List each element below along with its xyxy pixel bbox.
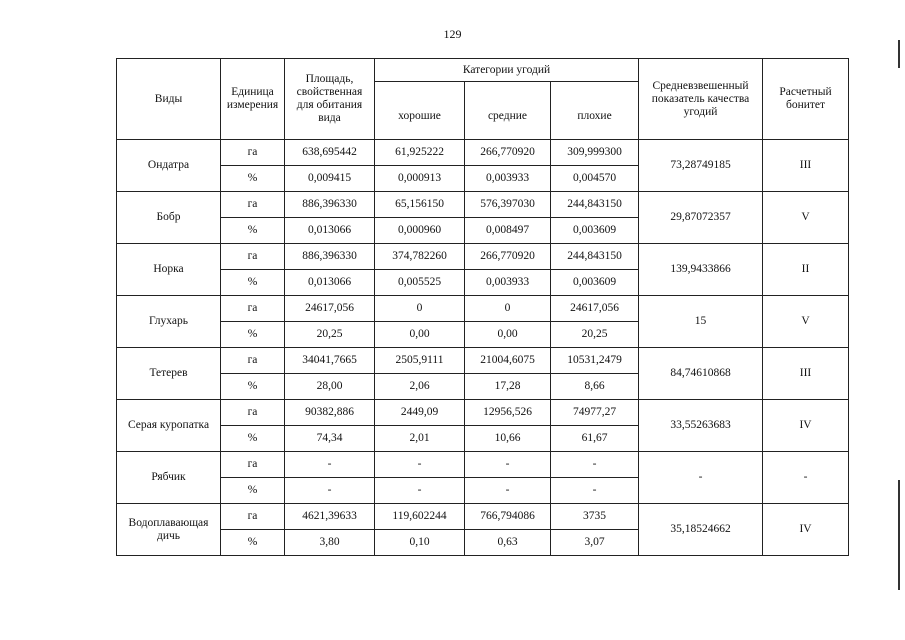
- header-categories: Категории угодий: [375, 59, 639, 82]
- good-cell: 2449,09: [375, 400, 465, 426]
- header-unit: Единица измерения: [221, 59, 285, 140]
- species-name: Серая куропатка: [117, 400, 221, 452]
- medium-cell: 10,66: [465, 426, 551, 452]
- area-cell: 74,34: [285, 426, 375, 452]
- area-cell: -: [285, 452, 375, 478]
- poor-cell: 0,003609: [551, 218, 639, 244]
- bonitet-cell: II: [763, 244, 849, 296]
- poor-cell: 8,66: [551, 374, 639, 400]
- unit-cell: га: [221, 192, 285, 218]
- species-name: Рябчик: [117, 452, 221, 504]
- medium-cell: 266,770920: [465, 140, 551, 166]
- unit-cell: %: [221, 218, 285, 244]
- good-cell: 0,005525: [375, 270, 465, 296]
- header-quality: Средневзвешенный показатель качества угодий: [639, 59, 763, 140]
- poor-cell: 0,004570: [551, 166, 639, 192]
- poor-cell: -: [551, 478, 639, 504]
- quality-cell: -: [639, 452, 763, 504]
- scan-edge-mark: [898, 40, 900, 68]
- poor-cell: 244,843150: [551, 244, 639, 270]
- area-cell: 0,013066: [285, 270, 375, 296]
- unit-cell: %: [221, 530, 285, 556]
- medium-cell: 0,63: [465, 530, 551, 556]
- good-cell: 65,156150: [375, 192, 465, 218]
- header-poor: плохие: [551, 82, 639, 140]
- species-name: Тетерев: [117, 348, 221, 400]
- unit-cell: га: [221, 504, 285, 530]
- good-cell: 0: [375, 296, 465, 322]
- species-habitat-table: [116, 58, 849, 556]
- area-cell: 20,25: [285, 322, 375, 348]
- medium-cell: 0,003933: [465, 270, 551, 296]
- good-cell: 119,602244: [375, 504, 465, 530]
- header-species: Виды: [117, 59, 221, 140]
- good-cell: -: [375, 452, 465, 478]
- table-row: [117, 192, 849, 218]
- poor-cell: 309,999300: [551, 140, 639, 166]
- area-cell: 638,695442: [285, 140, 375, 166]
- area-cell: -: [285, 478, 375, 504]
- area-cell: 4621,39633: [285, 504, 375, 530]
- bonitet-cell: III: [763, 140, 849, 192]
- bonitet-cell: IV: [763, 504, 849, 556]
- poor-cell: 10531,2479: [551, 348, 639, 374]
- quality-cell: 73,28749185: [639, 140, 763, 192]
- scan-edge-mark: [898, 480, 900, 590]
- table-row: [117, 452, 849, 478]
- unit-cell: га: [221, 348, 285, 374]
- unit-cell: %: [221, 270, 285, 296]
- unit-cell: га: [221, 296, 285, 322]
- quality-cell: 35,18524662: [639, 504, 763, 556]
- table-row: [117, 140, 849, 166]
- medium-cell: 766,794086: [465, 504, 551, 530]
- good-cell: -: [375, 478, 465, 504]
- poor-cell: 24617,056: [551, 296, 639, 322]
- unit-cell: %: [221, 478, 285, 504]
- poor-cell: 74977,27: [551, 400, 639, 426]
- good-cell: 0,000960: [375, 218, 465, 244]
- unit-cell: %: [221, 426, 285, 452]
- header-good: хорошие: [375, 82, 465, 140]
- medium-cell: -: [465, 478, 551, 504]
- good-cell: 0,000913: [375, 166, 465, 192]
- area-cell: 24617,056: [285, 296, 375, 322]
- unit-cell: га: [221, 452, 285, 478]
- unit-cell: %: [221, 322, 285, 348]
- table-row: [117, 348, 849, 374]
- area-cell: 28,00: [285, 374, 375, 400]
- header-bonitet: Расчетный бонитет: [763, 59, 849, 140]
- good-cell: 2,01: [375, 426, 465, 452]
- good-cell: 0,10: [375, 530, 465, 556]
- bonitet-cell: -: [763, 452, 849, 504]
- medium-cell: 0,00: [465, 322, 551, 348]
- area-cell: 90382,886: [285, 400, 375, 426]
- poor-cell: 3,07: [551, 530, 639, 556]
- species-name: Глухарь: [117, 296, 221, 348]
- good-cell: 0,00: [375, 322, 465, 348]
- table-row: [117, 504, 849, 530]
- species-name: Норка: [117, 244, 221, 296]
- quality-cell: 84,74610868: [639, 348, 763, 400]
- species-name: Водоплавающая дичь: [117, 504, 221, 556]
- quality-cell: 139,9433866: [639, 244, 763, 296]
- poor-cell: 0,003609: [551, 270, 639, 296]
- medium-cell: 0,003933: [465, 166, 551, 192]
- poor-cell: 244,843150: [551, 192, 639, 218]
- poor-cell: 61,67: [551, 426, 639, 452]
- unit-cell: га: [221, 140, 285, 166]
- unit-cell: га: [221, 244, 285, 270]
- species-name: Бобр: [117, 192, 221, 244]
- medium-cell: 21004,6075: [465, 348, 551, 374]
- table-row: [117, 296, 849, 322]
- header-area: Площадь, свойственная для обитания вида: [285, 59, 375, 140]
- species-name: Ондатра: [117, 140, 221, 192]
- bonitet-cell: V: [763, 296, 849, 348]
- good-cell: 61,925222: [375, 140, 465, 166]
- poor-cell: 3735: [551, 504, 639, 530]
- area-cell: 3,80: [285, 530, 375, 556]
- area-cell: 886,396330: [285, 244, 375, 270]
- unit-cell: %: [221, 166, 285, 192]
- poor-cell: -: [551, 452, 639, 478]
- medium-cell: 12956,526: [465, 400, 551, 426]
- table-row: [117, 400, 849, 426]
- medium-cell: 17,28: [465, 374, 551, 400]
- poor-cell: 20,25: [551, 322, 639, 348]
- quality-cell: 29,87072357: [639, 192, 763, 244]
- quality-cell: 15: [639, 296, 763, 348]
- quality-cell: 33,55263683: [639, 400, 763, 452]
- page-number: 129: [443, 27, 462, 41]
- area-cell: 34041,7665: [285, 348, 375, 374]
- unit-cell: га: [221, 400, 285, 426]
- header-medium: средние: [465, 82, 551, 140]
- medium-cell: 0: [465, 296, 551, 322]
- unit-cell: %: [221, 374, 285, 400]
- table-row: [117, 244, 849, 270]
- medium-cell: -: [465, 452, 551, 478]
- good-cell: 2505,9111: [375, 348, 465, 374]
- area-cell: 0,009415: [285, 166, 375, 192]
- area-cell: 0,013066: [285, 218, 375, 244]
- medium-cell: 266,770920: [465, 244, 551, 270]
- good-cell: 374,782260: [375, 244, 465, 270]
- good-cell: 2,06: [375, 374, 465, 400]
- bonitet-cell: III: [763, 348, 849, 400]
- bonitet-cell: V: [763, 192, 849, 244]
- bonitet-cell: IV: [763, 400, 849, 452]
- medium-cell: 0,008497: [465, 218, 551, 244]
- area-cell: 886,396330: [285, 192, 375, 218]
- medium-cell: 576,397030: [465, 192, 551, 218]
